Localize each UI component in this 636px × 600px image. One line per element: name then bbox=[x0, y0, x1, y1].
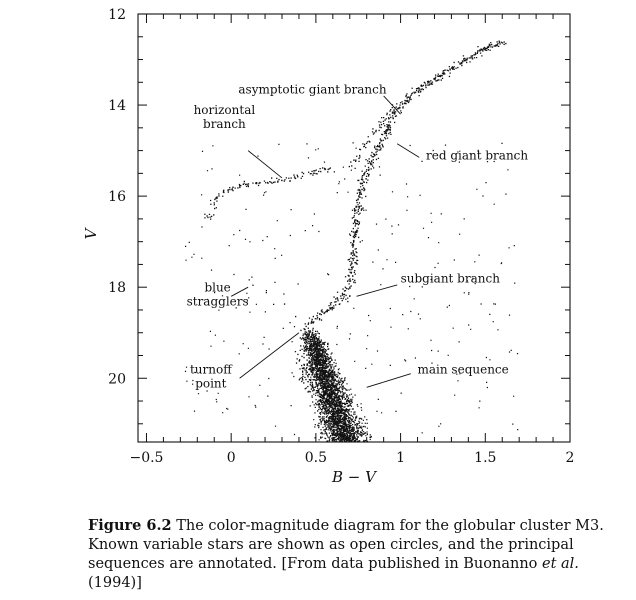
x-axis-label: B − V bbox=[332, 468, 376, 486]
y-tick-label: 12 bbox=[108, 7, 126, 23]
tick-labels bbox=[108, 7, 574, 466]
main-sequence-pointer bbox=[367, 374, 411, 388]
subgiant-branch-label: subgiant branch bbox=[400, 271, 500, 286]
horizontal-branch-label: horizontal bbox=[193, 103, 256, 118]
blue-stragglers-label: stragglers bbox=[186, 294, 249, 309]
main-sequence-label: main sequence bbox=[417, 362, 509, 377]
y-tick-label: 16 bbox=[108, 189, 126, 206]
caption-italic: et al. bbox=[542, 556, 579, 572]
caption-text: The color-magnitude diagram for the globular cluster M3. Known variable stars are shown as open circles, and the principal sequences are annotated. [From data published in Buonanno bbox=[88, 518, 604, 572]
subgiant-branch-pointer bbox=[357, 285, 398, 296]
blue-stragglers-points bbox=[249, 279, 297, 317]
x-tick-label: −0.5 bbox=[129, 450, 164, 466]
y-axis-label: V bbox=[82, 228, 100, 240]
x-tick-label: 0 bbox=[226, 450, 236, 466]
horizontal-branch-pointer bbox=[248, 151, 282, 178]
data-points bbox=[185, 41, 518, 443]
figure-label: Figure 6.2 bbox=[88, 517, 172, 534]
annotations bbox=[187, 83, 529, 391]
caption-text-end: (1994)] bbox=[88, 575, 142, 591]
red-giant-branch-label: red giant branch bbox=[426, 148, 529, 163]
turnoff-point-label: point bbox=[195, 376, 227, 391]
x-tick-label: 0.5 bbox=[304, 450, 328, 466]
blue-stragglers-label: blue bbox=[204, 280, 231, 295]
x-tick-label: 1.5 bbox=[474, 450, 497, 466]
horizontal-branch-label: branch bbox=[203, 117, 246, 132]
turnoff-point-label: turnoff bbox=[189, 362, 232, 377]
horizontal-branch-points bbox=[204, 167, 335, 220]
x-tick-label: 1 bbox=[396, 450, 406, 466]
asymptotic-giant-branch-label: asymptotic giant branch bbox=[238, 82, 387, 97]
turnoff-point-pointer bbox=[240, 333, 299, 379]
red-giant-branch-pointer bbox=[397, 144, 419, 158]
y-tick-label: 20 bbox=[108, 371, 126, 388]
figure-caption bbox=[88, 516, 608, 593]
y-tick-label: 14 bbox=[108, 98, 126, 115]
subgiant-branch-points bbox=[305, 279, 352, 327]
x-tick-label: 2 bbox=[565, 450, 575, 466]
asymptotic-giant-branch-pointer bbox=[384, 96, 401, 114]
y-tick-label: 18 bbox=[108, 280, 126, 297]
